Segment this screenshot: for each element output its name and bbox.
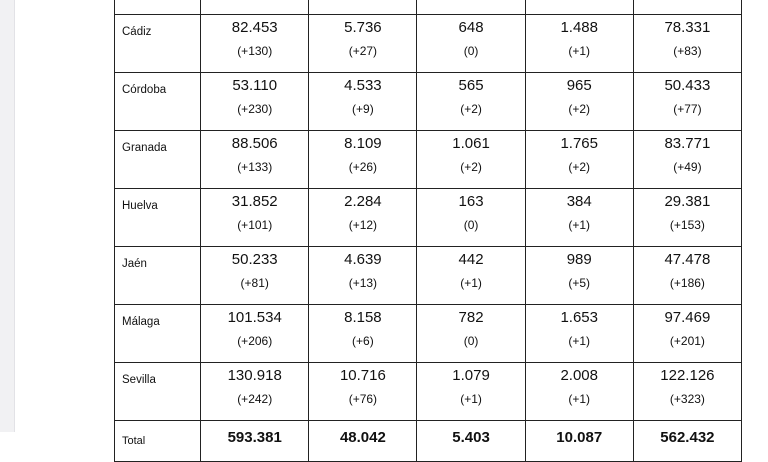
table-cell (115, 305, 201, 363)
table-cell (115, 421, 201, 462)
cell-change: (+2) (460, 160, 482, 174)
table-cell (417, 305, 525, 363)
cell-change: (0) (463, 334, 479, 348)
table-cell (633, 305, 741, 363)
cell-change: (+2) (460, 102, 482, 116)
table-cell (115, 0, 201, 15)
table-cell (115, 189, 201, 247)
table-cell (201, 247, 309, 305)
cell-change: (+2) (568, 160, 591, 174)
table-cell (201, 305, 309, 363)
cell-value: 82.453 (231, 19, 278, 36)
total-value: 5.403 (452, 429, 490, 446)
cell-value: 130.918 (227, 367, 282, 384)
table-cell (417, 0, 525, 15)
table-cell (525, 363, 633, 421)
table-cell (417, 15, 525, 73)
table-cell (309, 15, 417, 73)
table-row (115, 189, 742, 247)
province-name: Cádiz (122, 26, 152, 38)
cell-value: 50.233 (231, 251, 278, 268)
province-name: Sevilla (122, 374, 156, 386)
cell-change: (+186) (669, 276, 705, 290)
table-cell (309, 0, 417, 15)
table-cell (201, 15, 309, 73)
cell-change: (0) (463, 44, 479, 58)
table-cell (201, 189, 309, 247)
cell-change: (+1) (460, 392, 482, 406)
cell-change: (+77) (673, 102, 702, 116)
table-cell (201, 131, 309, 189)
cell-value: 1.061 (452, 135, 490, 152)
table-cell (417, 189, 525, 247)
cell-change: (+1) (568, 334, 591, 348)
cell-change: (+12) (348, 218, 378, 232)
table-cell (633, 421, 741, 462)
cell-value: 10.716 (339, 367, 386, 384)
cell-value: 88.506 (231, 135, 278, 152)
total-value: 562.432 (660, 429, 715, 446)
table-row (115, 73, 742, 131)
province-name: Granada (122, 142, 167, 154)
total-value: 48.042 (339, 429, 386, 446)
table-row-total (115, 421, 742, 462)
table-cell (525, 0, 633, 15)
cell-value: 1.765 (560, 135, 598, 152)
cell-value: 53.110 (232, 77, 278, 94)
table-cell (309, 73, 417, 131)
cell-value: 4.533 (344, 77, 382, 94)
cell-value: 163 (458, 193, 484, 210)
cell-change: (0) (463, 218, 479, 232)
cell-value: 2.008 (560, 367, 598, 384)
cell-value: 122.126 (660, 367, 715, 384)
table-cell (115, 131, 201, 189)
cell-value: 1.653 (560, 309, 598, 326)
cell-value: 31.852 (231, 193, 278, 210)
table-cell (201, 0, 309, 15)
table-cell (309, 247, 417, 305)
cell-change: (+323) (669, 392, 705, 406)
cell-change: (+101) (237, 218, 273, 232)
cell-value: 782 (458, 309, 484, 326)
cell-change: (+242) (237, 392, 273, 406)
left-margin (0, 0, 14, 432)
cell-change: (+133) (237, 160, 273, 174)
table-row-partial (115, 0, 742, 15)
cell-value: 4.639 (344, 251, 382, 268)
data-table-container (114, 0, 742, 462)
table-cell (201, 363, 309, 421)
table-cell (633, 131, 741, 189)
cell-value: 565 (458, 77, 484, 94)
cell-change: (+230) (237, 102, 273, 116)
cell-value: 101.534 (227, 309, 282, 326)
cell-change: (+9) (352, 102, 374, 116)
cell-value: 47.478 (664, 251, 711, 268)
table-cell (525, 131, 633, 189)
table-cell (417, 247, 525, 305)
cell-value: 1.079 (452, 367, 490, 384)
cell-value: 1.488 (560, 19, 598, 36)
total-value: 593.381 (227, 429, 282, 446)
table-cell (525, 15, 633, 73)
table-row (115, 15, 742, 73)
cell-value: 8.158 (344, 309, 382, 326)
province-name: Huelva (122, 200, 158, 212)
cell-change: (+83) (673, 44, 702, 58)
province-name: Málaga (122, 316, 160, 328)
cell-value: 8.109 (344, 135, 382, 152)
cell-value: 442 (458, 251, 484, 268)
cell-change: (+2) (568, 102, 591, 116)
cell-change: (+1) (568, 392, 591, 406)
cell-change: (+201) (669, 334, 705, 348)
table-cell (633, 73, 741, 131)
cell-value: 83.771 (664, 135, 711, 152)
table-cell (201, 73, 309, 131)
cell-value: 965 (566, 77, 592, 94)
table-cell (633, 0, 741, 15)
cell-value: 648 (458, 19, 484, 36)
cell-change: (+13) (348, 276, 378, 290)
table-cell (525, 305, 633, 363)
table-cell (309, 131, 417, 189)
cell-value: 97.469 (664, 309, 711, 326)
left-margin-edge (14, 0, 15, 432)
cell-change: (+153) (669, 218, 705, 232)
cell-change: (+1) (568, 218, 591, 232)
table-cell (417, 73, 525, 131)
table-cell (633, 247, 741, 305)
table-row (115, 247, 742, 305)
table-cell (525, 189, 633, 247)
cell-value: 5.736 (344, 19, 382, 36)
province-name: Jaén (122, 258, 147, 270)
table-cell (633, 189, 741, 247)
table-cell (417, 363, 525, 421)
cell-change: (+27) (348, 44, 378, 58)
cell-value: 384 (566, 193, 592, 210)
table-cell (201, 421, 309, 462)
table-cell (115, 73, 201, 131)
cell-change: (+49) (673, 160, 702, 174)
table-cell (525, 73, 633, 131)
table-row (115, 305, 742, 363)
table-cell (417, 421, 525, 462)
table-row (115, 131, 742, 189)
cell-value: 2.284 (344, 193, 382, 210)
table-row (115, 363, 742, 421)
total-value: 10.087 (556, 429, 603, 446)
cell-value: 29.381 (664, 193, 711, 210)
cell-change: (+1) (460, 276, 482, 290)
cell-value: 50.433 (664, 77, 711, 94)
cell-change: (+81) (240, 276, 269, 290)
cell-change: (+1) (568, 44, 591, 58)
cell-change: (+6) (352, 334, 374, 348)
cell-change: (+206) (237, 334, 273, 348)
cell-value: 78.331 (664, 19, 711, 36)
table-cell (633, 363, 741, 421)
cell-change: (+76) (348, 392, 378, 406)
cell-change: (+130) (237, 44, 273, 58)
cell-value: 989 (566, 251, 592, 268)
table-cell (633, 15, 741, 73)
table-cell (525, 421, 633, 462)
table-cell (525, 247, 633, 305)
table-cell (309, 421, 417, 462)
total-label: Total (122, 435, 146, 447)
table-cell (309, 305, 417, 363)
table-cell (309, 363, 417, 421)
province-name: Córdoba (122, 84, 167, 96)
data-table (114, 0, 742, 462)
table-cell (115, 363, 201, 421)
table-cell (115, 15, 201, 73)
table-cell (309, 189, 417, 247)
cell-change: (+5) (568, 276, 591, 290)
table-cell (417, 131, 525, 189)
cell-change: (+26) (348, 160, 378, 174)
table-cell (115, 247, 201, 305)
